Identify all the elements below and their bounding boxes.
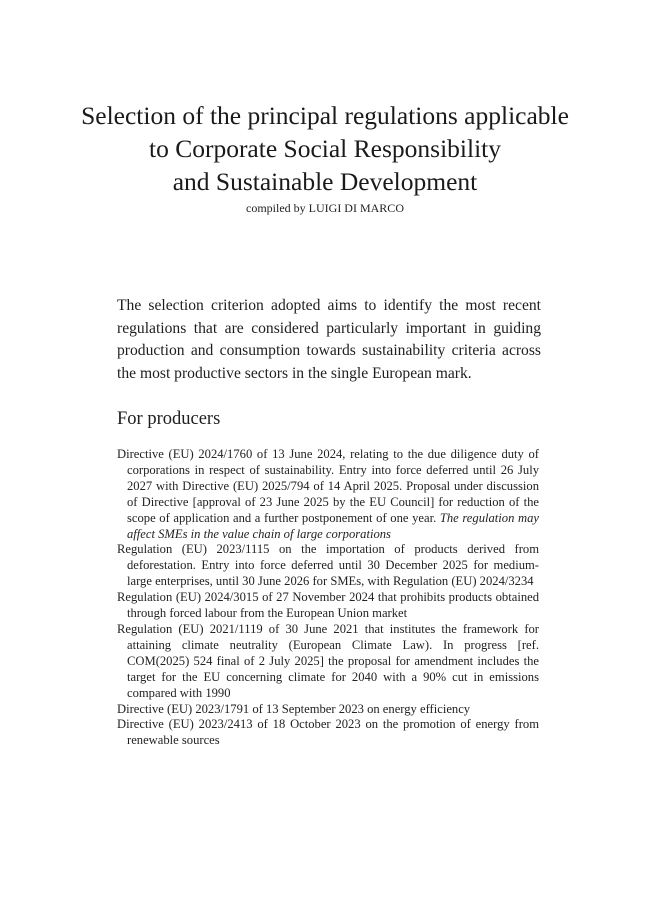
title-line-2: to Corporate Social Responsibility — [148, 134, 501, 163]
page-title — [0, 99, 650, 198]
title-line-3: and Sustainable Development — [172, 167, 478, 196]
compiled-by: compiled by LUIGI DI MARCO — [246, 201, 404, 215]
regulation-text: Directive (EU) 2023/1791 of 13 September 2023 on energy efficiency — [117, 701, 471, 716]
regulation-item — [117, 590, 539, 622]
regulation-item — [117, 702, 539, 718]
regulation-text: Regulation (EU) 2023/1115 on the importation of products derived from deforestation. Entry into force deferred until 30 December 2025 for medium-large enterprises, until 30 June 2026 for SMEs, with Regulation (EU) 2024/3234 — [117, 542, 539, 589]
intro-paragraph: The selection criterion adopted aims to identify the most recent regulations that are considered particularly important in guiding production and consumption towards sustainability criteria across the most productive sectors in the single European mark. — [117, 297, 541, 382]
regulation-note: The regulation may affect SMEs in the value chain of large corporations — [127, 510, 539, 541]
title-line-1: Selection of the principal regulations applicable — [81, 101, 569, 130]
regulation-text: Directive (EU) 2023/2413 of 18 October 2023 on the promotion of energy from renewable sources — [117, 717, 539, 748]
section-heading: For producers — [117, 409, 221, 429]
regulation-item — [117, 717, 539, 749]
regulation-list — [117, 447, 539, 749]
regulation-item — [117, 622, 539, 702]
regulation-text: Regulation (EU) 2024/3015 of 27 November 2024 that prohibits products obtained through forced labour from the European Union market — [117, 590, 539, 621]
regulation-item — [117, 447, 539, 542]
regulation-text: Regulation (EU) 2021/1119 of 30 June 2021 that institutes the framework for attaining climate neutrality (European Climate Law). In progress [ref. COM(2025) 524 final of 2 July 2025] the proposal for amendment includes the target for the EU concerning climate for 2040 with a 90% cut in emissions compared with 1990 — [117, 621, 539, 700]
regulation-item — [117, 542, 539, 590]
regulation-text: Directive (EU) 2024/1760 of 13 June 2024, relating to the due diligence duty of corporations in respect of sustainability. Entry into force deferred until 26 July 2027 with Directive (EU) 2025/794 of 14 April 2025. Proposal under discussion of Directive [approval of 23 June 2025 by the EU Council] for reduction of the scope of application and a further postponement of one year. — [117, 447, 539, 525]
